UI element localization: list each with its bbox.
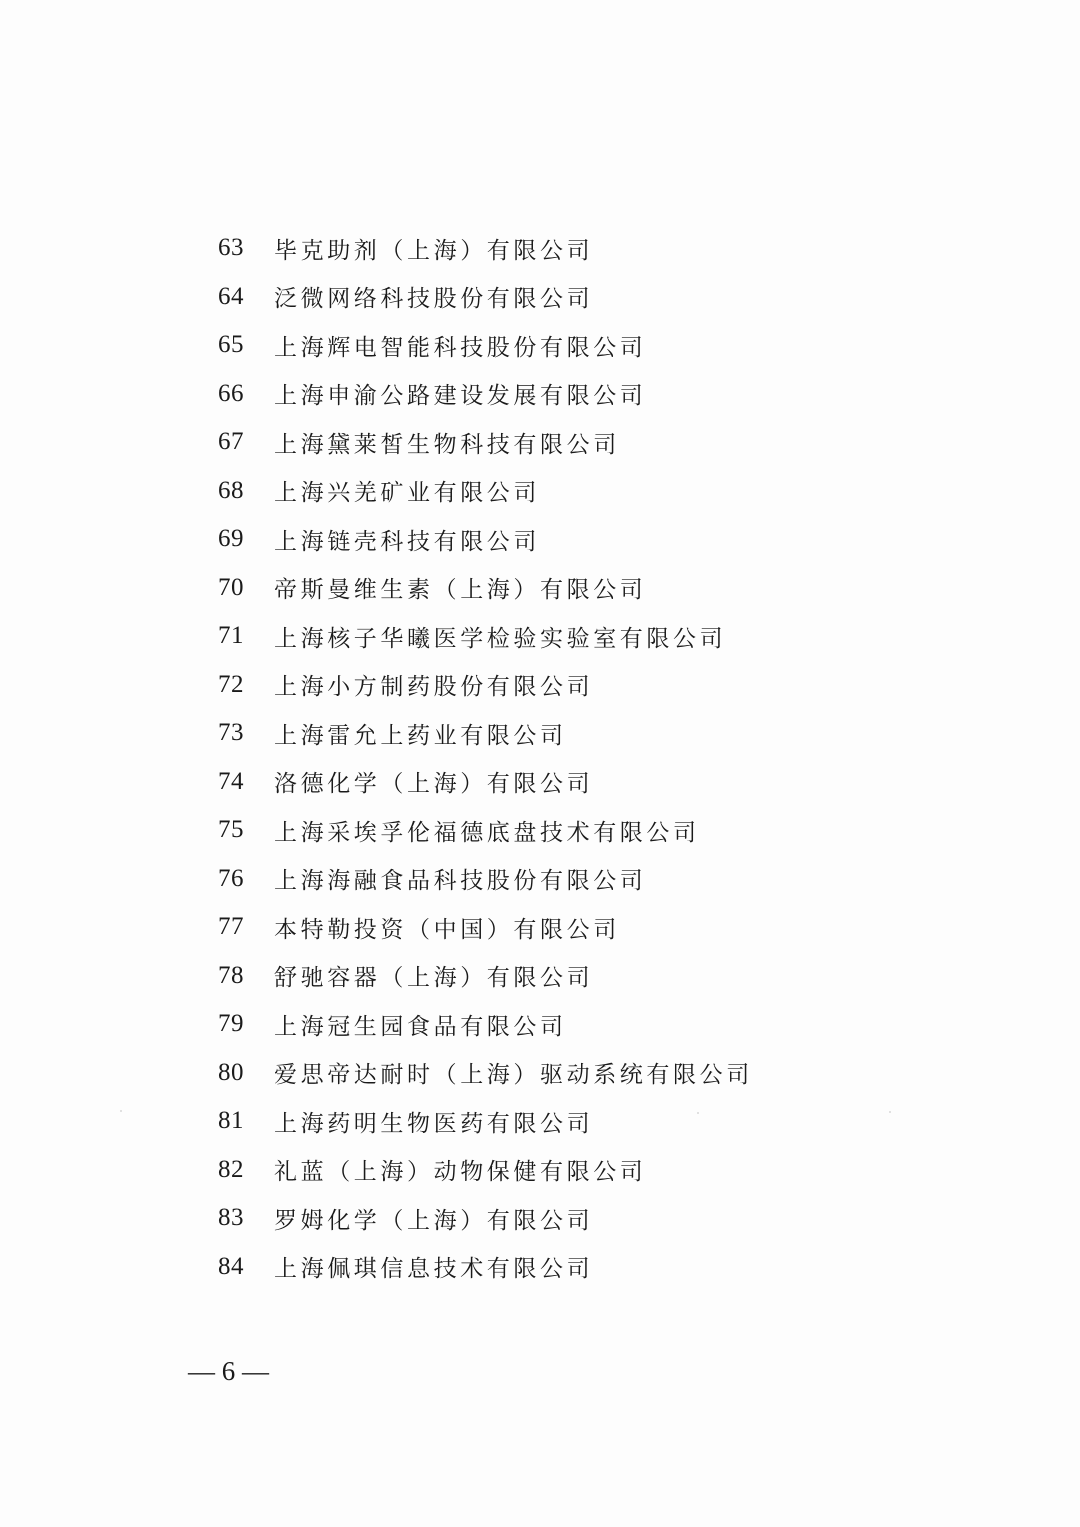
item-number: 83 [218,1204,244,1232]
item-number: 78 [218,961,244,989]
company-name: 上海黛莱皙生物科技有限公司 [274,431,620,458]
company-name: 上海小方制药股份有限公司 [274,674,594,701]
item-number: 66 [218,379,244,407]
item-number: 73 [218,719,244,747]
company-name: 上海链壳科技有限公司 [274,528,540,555]
item-number: 76 [218,864,244,892]
company-list [218,224,918,1291]
page-number: — 6 — [188,1356,269,1386]
list-item [218,224,918,273]
item-number: 71 [218,622,244,650]
list-item [218,1000,918,1049]
item-number: 81 [218,1107,244,1135]
company-name: 毕克助剂（上海）有限公司 [274,237,594,264]
item-number: 84 [218,1252,244,1280]
company-name: 上海佩琪信息技术有限公司 [274,1256,594,1283]
company-name: 帝斯曼维生素（上海）有限公司 [274,577,647,604]
list-item [218,806,918,855]
item-number: 74 [218,767,244,795]
item-number: 82 [218,1155,244,1183]
list-item [218,564,918,613]
item-number: 68 [218,476,244,504]
item-number: 70 [218,573,244,601]
list-item [218,467,918,516]
company-name: 泛微网络科技股份有限公司 [274,286,594,313]
company-name: 上海采埃孚伦福德底盘技术有限公司 [274,819,700,846]
list-item [218,321,918,370]
company-name: 礼蓝（上海）动物保健有限公司 [274,1159,647,1186]
list-item [218,903,918,952]
item-number: 64 [218,282,244,310]
company-name: 上海申渝公路建设发展有限公司 [274,383,647,410]
company-name: 上海辉电智能科技股份有限公司 [274,334,647,361]
item-number: 69 [218,525,244,553]
item-number: 65 [218,331,244,359]
list-item [218,612,918,661]
company-name: 上海海融食品科技股份有限公司 [274,868,647,895]
scan-speck [889,1111,891,1113]
list-item [218,273,918,322]
company-name: 上海冠生园食品有限公司 [274,1013,567,1040]
company-name: 罗姆化学（上海）有限公司 [274,1207,594,1234]
list-item [218,1049,918,1098]
list-item [218,952,918,1001]
list-item [218,661,918,710]
list-item [218,418,918,467]
item-number: 80 [218,1058,244,1086]
list-item [218,1194,918,1243]
company-name: 上海雷允上药业有限公司 [274,722,567,749]
list-item [218,855,918,904]
item-number: 67 [218,428,244,456]
list-item [218,1097,918,1146]
company-name: 舒驰容器（上海）有限公司 [274,965,594,992]
item-number: 75 [218,816,244,844]
company-name: 爱思帝达耐时（上海）驱动系统有限公司 [274,1062,753,1089]
company-name: 上海药明生物医药有限公司 [274,1110,594,1137]
list-item [218,709,918,758]
item-number: 63 [218,234,244,262]
company-name: 上海核子华曦医学检验实验室有限公司 [274,625,727,652]
scan-speck [120,1110,122,1112]
item-number: 72 [218,670,244,698]
company-name: 上海兴羌矿业有限公司 [274,480,540,507]
company-name: 本特勒投资（中国）有限公司 [274,916,620,943]
list-item [218,515,918,564]
scan-speck [697,1112,699,1114]
list-item [218,758,918,807]
list-item [218,1146,918,1195]
list-item [218,1243,918,1292]
item-number: 77 [218,913,244,941]
company-name: 洛德化学（上海）有限公司 [274,771,594,798]
item-number: 79 [218,1010,244,1038]
list-item [218,370,918,419]
